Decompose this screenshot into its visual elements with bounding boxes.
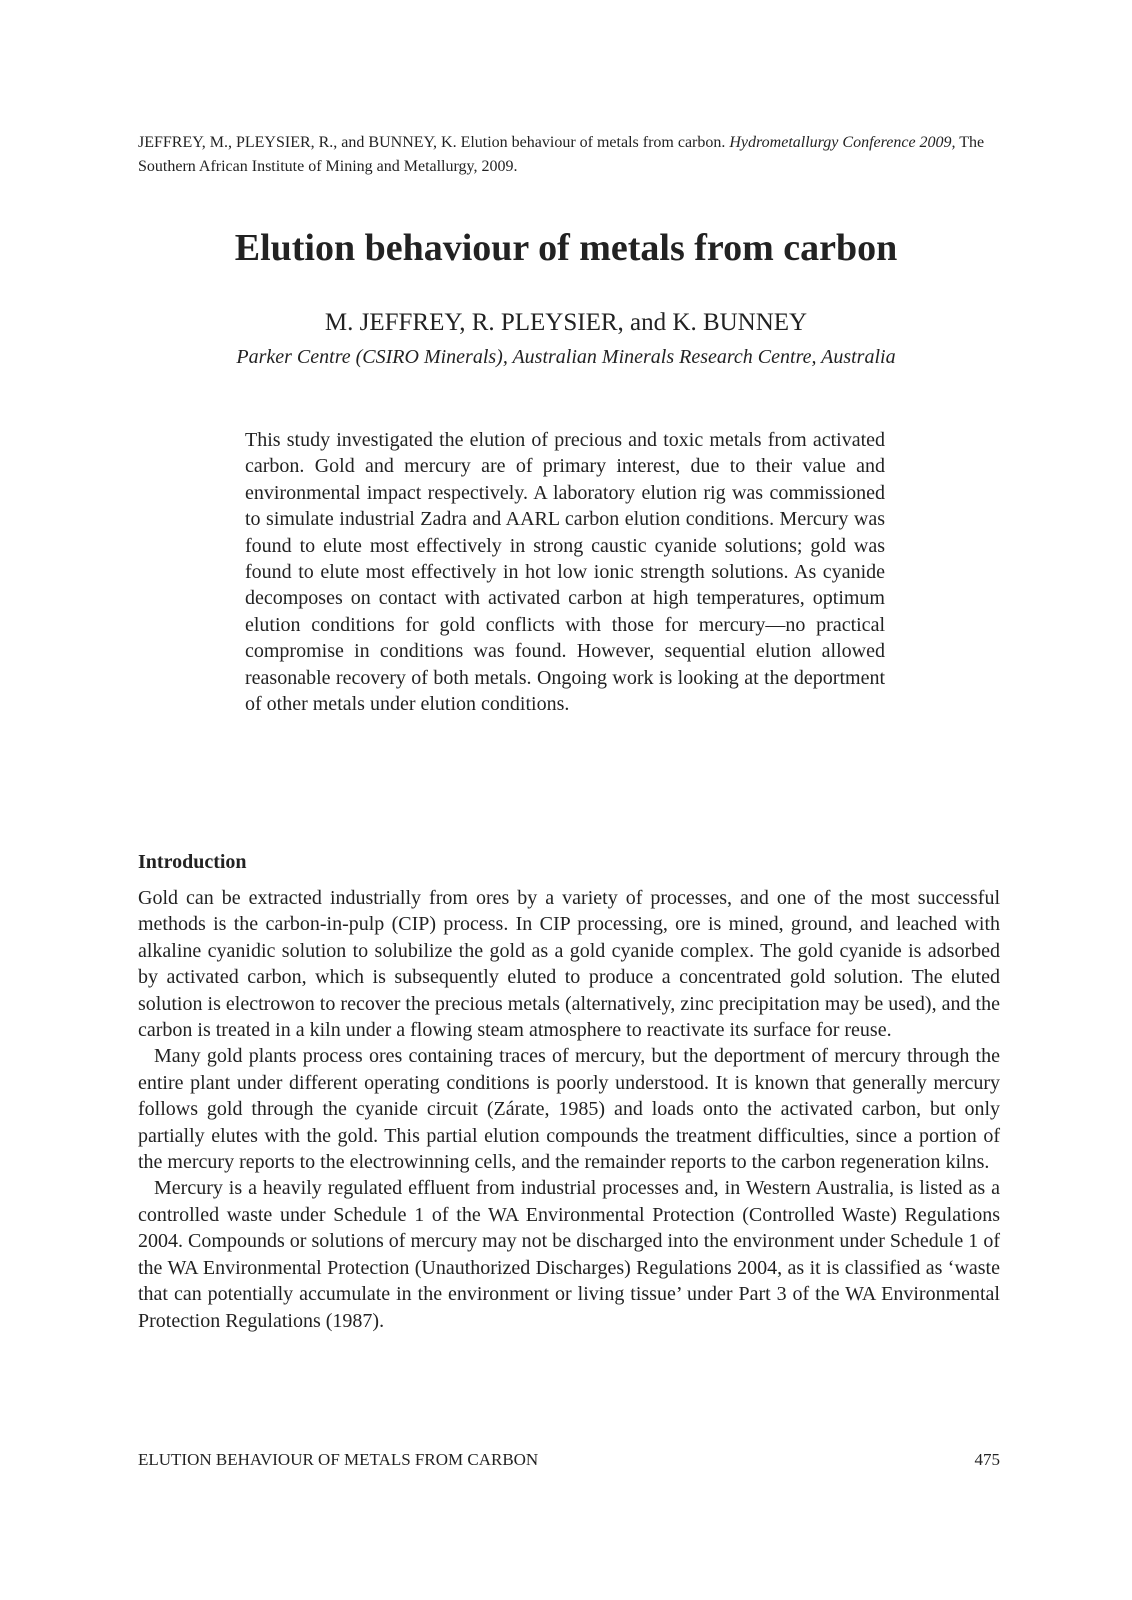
paper-title: Elution behaviour of metals from carbon [234,227,898,269]
citation-authors: JEFFREY, M., PLEYSIER, R., and BUNNEY, K. Elution behaviour of metals from carbon. [138,134,730,151]
citation-conference: Hydrometallurgy Conference 2009, [729,134,956,151]
page-number: 475 [974,1450,1000,1469]
paragraph: Many gold plants process ores containing traces of mercury, but the deportment of mercury through the entire plant under different operating conditions is poorly understood. It is known that generally mercury follows gold through the cyanide circuit (Zárate, 1985) and loads onto the activated carbon, but only partially elutes with the gold. This partial elution compounds the treatment difficulties, since a portion of the mercury reports to the electrowinning cells, and the remainder reports to the carbon regeneration kilns. [138,1045,1000,1174]
paragraph: Gold can be extracted industrially from ores by a variety of processes, and one of the most successful methods is the carbon-in-pulp (CIP) process. In CIP processing, ore is mined, ground, and leached with alkaline cyanidic solution to solubilize the gold as a gold cyanide complex. The gold cyanide is adsorbed by activated carbon, which is subsequently eluted to produce a concentrated gold solution. The eluted solution is electrowon to recover the precious metals (alternatively, zinc precipitation may be used), and the carbon is treated in a kiln under a flowing steam atmosphere to reactivate its surface for reuse. [138,887,1000,1042]
citation [138,131,1000,179]
author-list: M. JEFFREY, R. PLEYSIER, and K. BUNNEY [324,309,808,336]
introduction-body [138,885,1000,1334]
paragraph: Mercury is a heavily regulated effluent from industrial processes and, in Western Australia, is listed as a controlled waste under Schedule 1 of the WA Environmental Protection (Controlled Waste) Regulations 2004. Compounds or solutions of mercury may not be discharged into the environment under Schedule 1 of the WA Environmental Protection (Unauthorized Discharges) Regulations 2004, as it is classified as ‘waste that can potentially accumulate in the environment or living tissue’ under Part 3 of the WA Environmental Protection Regulations (1987). [138,1177,1000,1332]
section-heading-introduction: Introduction [138,851,247,873]
citation-publisher: The Southern African Institute of Mining and Metallurgy, 2009. [138,134,985,175]
running-title: ELUTION BEHAVIOUR OF METALS FROM CARBON [138,1450,539,1469]
affiliation: Parker Centre (CSIRO Minerals), Australian Minerals Research Centre, Australia [236,346,896,368]
abstract: This study investigated the elution of precious and toxic metals from activated carbon. Gold and mercury are of primary interest, due to their value and environmental impact respectively. A laboratory elution rig was commissioned to simulate industrial Zadra and AARL carbon elution conditions. Mercury was found to elute most effectively in strong caustic cyanide solutions; gold was found to elute most effectively in hot low ionic strength solutions. As cyanide decomposes on contact with activated carbon at high temperatures, optimum elution conditions for gold conflicts with those for mercury—no practical compromise in conditions was found. However, sequential elution allowed reasonable recovery of both metals. Ongoing work is looking at the deportment of other metals under elution conditions. [245,429,885,716]
